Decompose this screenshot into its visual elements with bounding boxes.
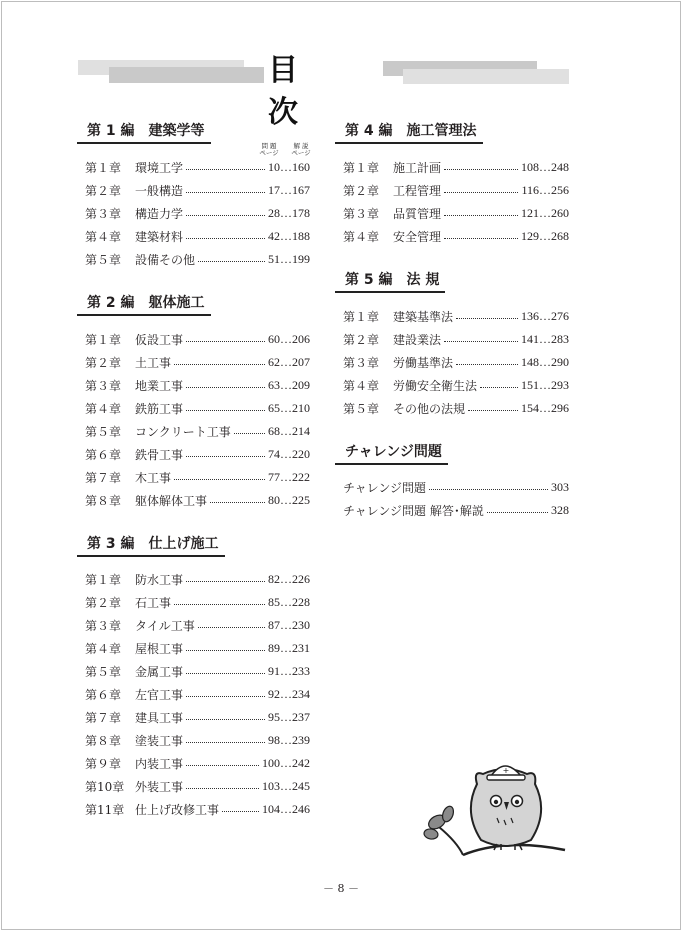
leader-dots [186, 169, 265, 170]
page-reference: 100…242 [262, 755, 310, 770]
leader-dots [186, 788, 259, 789]
chapter-number: 第６章 [85, 687, 122, 702]
chapter-number: 第８章 [85, 493, 122, 508]
leader-dots [234, 433, 265, 434]
page-reference: 42…188 [268, 228, 310, 243]
leader-dots [444, 215, 518, 216]
leader-dots [186, 650, 265, 651]
chapter-number: 第１章 [85, 572, 122, 587]
page-reference: 65…210 [268, 400, 310, 415]
leader-dots [198, 627, 265, 628]
page-reference: 89…231 [268, 640, 310, 655]
chapter-title: 内装工事 [135, 756, 184, 771]
toc-entry[interactable] [85, 661, 310, 681]
chapter-number: 第１章 [343, 160, 380, 175]
chapter-number: 第６章 [85, 447, 122, 462]
chapter-number: 第２章 [85, 355, 122, 370]
page-reference: 116…256 [521, 182, 569, 197]
leader-dots [444, 238, 518, 239]
toc-entry[interactable] [85, 776, 310, 796]
chapter-title: タイル工事 [135, 618, 195, 633]
chapter-number: 第３章 [343, 206, 380, 221]
toc-entry[interactable] [343, 203, 569, 223]
section-heading-part-5: 第 5 編 法 規 [335, 271, 445, 293]
chapter-title: 土工事 [135, 355, 172, 370]
toc-entry[interactable] [85, 421, 310, 441]
chapter-title: 品質管理 [393, 206, 442, 221]
chapter-number: 第２章 [343, 183, 380, 198]
chapter-title: その他の法規 [393, 401, 466, 416]
page-reference: 151…293 [521, 377, 569, 392]
toc-entry[interactable] [85, 249, 310, 269]
chapter-title: チャレンジ問題 解答･解説 [343, 503, 484, 518]
toc-entry[interactable] [85, 398, 310, 418]
section-heading-part-1: 第 1 編 建築学等 [77, 122, 211, 144]
chapter-title: 設備その他 [135, 252, 196, 267]
chapter-title: 仮設工事 [135, 332, 184, 347]
page-reference: 103…245 [262, 778, 310, 793]
toc-entry[interactable] [85, 375, 310, 395]
page-reference: 108…248 [521, 159, 569, 174]
chapter-title: 地業工事 [135, 378, 184, 393]
page-reference: 95…237 [268, 709, 310, 724]
chapter-title: 建築材料 [135, 229, 184, 244]
toc-entry[interactable] [85, 329, 310, 349]
chapter-title: 左官工事 [135, 687, 184, 702]
page-reference: 51…199 [268, 251, 310, 266]
chapter-title: 木工事 [135, 470, 172, 485]
chapter-title: 屋根工事 [135, 641, 184, 656]
page-reference: 68…214 [268, 423, 310, 438]
leader-dots [174, 364, 265, 365]
page-reference: 98…239 [268, 732, 310, 747]
leader-dots [186, 673, 265, 674]
chapter-number: 第１章 [85, 332, 122, 347]
page-reference: 85…228 [268, 594, 310, 609]
leader-dots [186, 719, 265, 720]
leader-dots [186, 456, 265, 457]
chapter-title: 外装工事 [135, 779, 184, 794]
chapter-number: 第１章 [85, 160, 122, 175]
leader-dots [186, 742, 265, 743]
section-heading-part-4: 第 4 編 施工管理法 [335, 122, 483, 144]
toc-entry[interactable] [85, 753, 310, 773]
leader-dots [174, 479, 265, 480]
chapter-title: コンクリート工事 [135, 424, 231, 439]
chapter-number: 第３章 [85, 618, 122, 633]
chapter-number: 第８章 [85, 733, 122, 748]
page-reference: 148…290 [521, 354, 569, 369]
chapter-title: 建築基準法 [393, 309, 454, 324]
leader-dots [222, 811, 259, 812]
leader-dots [444, 169, 518, 170]
page-reference: 60…206 [268, 331, 310, 346]
page-title: 目 次 [268, 53, 364, 130]
toc-entry[interactable] [85, 592, 310, 612]
svg-text:+: + [502, 766, 510, 775]
toc-entry[interactable] [85, 490, 310, 510]
leader-dots [444, 341, 518, 342]
section-heading-part-2: 第 2 編 躯体施工 [77, 294, 211, 316]
page-reference: 17…167 [268, 182, 310, 197]
page-reference: 303 [551, 479, 569, 494]
chapter-number: 第５章 [343, 401, 380, 416]
leader-dots [186, 696, 265, 697]
chapter-number: 第11章 [85, 802, 125, 817]
leader-dots [480, 387, 518, 388]
chapter-title: 金属工事 [135, 664, 184, 679]
leader-dots [186, 387, 265, 388]
page-reference: 104…246 [262, 801, 310, 816]
chapter-title: 労働安全衛生法 [393, 378, 478, 393]
toc-entry[interactable] [343, 477, 569, 497]
owl-mascot-illustration [405, 752, 580, 864]
page-reference: 129…268 [521, 228, 569, 243]
leader-dots [186, 581, 265, 582]
page-reference: 328 [551, 502, 569, 517]
toc-entry[interactable] [85, 638, 310, 658]
toc-entry[interactable] [85, 180, 310, 200]
chapter-number: 第５章 [85, 424, 122, 439]
chapter-number: 第３章 [343, 355, 380, 370]
chapter-number: 第４章 [343, 378, 380, 393]
chapter-number: 第４章 [343, 229, 380, 244]
chapter-number: 第10章 [85, 779, 125, 794]
leader-dots [429, 489, 548, 490]
chapter-number: 第４章 [85, 401, 122, 416]
toc-entry[interactable] [85, 707, 310, 727]
page-reference: 10…160 [268, 159, 310, 174]
leader-dots [210, 502, 265, 503]
leader-dots [186, 238, 265, 239]
toc-entry[interactable] [343, 180, 569, 200]
chapter-title: 施工計画 [393, 160, 442, 175]
page-reference: 154…296 [521, 400, 569, 415]
chapter-number: 第３章 [85, 206, 122, 221]
section-heading-part-3: 第 3 編 仕上げ施工 [77, 535, 225, 557]
title-band-right-light [403, 69, 569, 84]
chapter-title: 防水工事 [135, 572, 184, 587]
chapter-title: 安全管理 [393, 229, 442, 244]
page-reference: 92…234 [268, 686, 310, 701]
chapter-title: 鉄筋工事 [135, 401, 184, 416]
section-heading-challenge: チャレンジ問題 [335, 443, 448, 465]
page-reference: 74…220 [268, 446, 310, 461]
leader-dots [468, 410, 518, 411]
toc-entry[interactable] [85, 226, 310, 246]
chapter-title: 鉄骨工事 [135, 447, 184, 462]
col-header-answer: 解 説 ページ [291, 142, 311, 157]
toc-entry[interactable] [343, 398, 569, 418]
chapter-number: 第７章 [85, 470, 122, 485]
toc-entry[interactable] [85, 684, 310, 704]
toc-entry[interactable] [343, 375, 569, 395]
col-header-problem: 問 題 ページ [259, 142, 279, 157]
toc-entry[interactable] [85, 203, 310, 223]
leader-dots [456, 318, 518, 319]
toc-entry[interactable] [343, 352, 569, 372]
toc-entry[interactable] [85, 444, 310, 464]
leader-dots [456, 364, 518, 365]
page-reference: 141…283 [521, 331, 569, 346]
toc-entry[interactable] [85, 352, 310, 372]
chapter-title: 石工事 [135, 595, 172, 610]
chapter-number: 第２章 [85, 595, 122, 610]
page-number: － 8 － [323, 882, 359, 895]
page-reference: 121…260 [521, 205, 569, 220]
chapter-title: 構造力学 [135, 206, 184, 221]
leader-dots [186, 765, 259, 766]
title-band-left-dark [109, 67, 264, 83]
page-reference: 63…209 [268, 377, 310, 392]
toc-entry[interactable] [85, 799, 310, 819]
chapter-title: 一般構造 [135, 183, 184, 198]
page-reference: 91…233 [268, 663, 310, 678]
chapter-number: 第４章 [85, 229, 122, 244]
chapter-title: 建設業法 [393, 332, 442, 347]
chapter-title: 労働基準法 [393, 355, 454, 370]
toc-entry[interactable] [343, 306, 569, 326]
toc-entry[interactable] [343, 329, 569, 349]
chapter-title: 躯体解体工事 [135, 493, 208, 508]
leader-dots [174, 604, 265, 605]
leader-dots [487, 512, 548, 513]
chapter-number: 第２章 [85, 183, 122, 198]
toc-entry[interactable] [85, 467, 310, 487]
chapter-number: 第４章 [85, 641, 122, 656]
toc-entry[interactable] [85, 730, 310, 750]
leader-dots [186, 341, 265, 342]
chapter-title: 建具工事 [135, 710, 184, 725]
page-reference: 62…207 [268, 354, 310, 369]
leader-dots [444, 192, 518, 193]
page-reference: 80…225 [268, 492, 310, 507]
chapter-number: 第９章 [85, 756, 122, 771]
page-reference: 28…178 [268, 205, 310, 220]
chapter-title: チャレンジ問題 [343, 480, 427, 495]
leader-dots [198, 261, 265, 262]
chapter-number: 第３章 [85, 378, 122, 393]
leader-dots [186, 192, 265, 193]
toc-entry[interactable] [85, 615, 310, 635]
toc-entry[interactable] [85, 569, 310, 589]
toc-entry[interactable] [343, 500, 569, 520]
toc-entry[interactable] [343, 226, 569, 246]
toc-entry[interactable] [85, 157, 310, 177]
chapter-number: 第５章 [85, 664, 122, 679]
toc-entry[interactable] [343, 157, 569, 177]
chapter-title: 塗装工事 [135, 733, 184, 748]
page-reference: 77…222 [268, 469, 310, 484]
chapter-number: 第１章 [343, 309, 380, 324]
chapter-number: 第２章 [343, 332, 380, 347]
chapter-title: 環境工学 [135, 160, 184, 175]
leader-dots [186, 410, 265, 411]
page-reference: 82…226 [268, 571, 310, 586]
chapter-title: 仕上げ改修工事 [135, 802, 220, 817]
page-reference: 136…276 [521, 308, 569, 323]
chapter-number: 第７章 [85, 710, 122, 725]
page-reference: 87…230 [268, 617, 310, 632]
leader-dots [186, 215, 265, 216]
chapter-title: 工程管理 [393, 183, 442, 198]
chapter-number: 第５章 [85, 252, 122, 267]
